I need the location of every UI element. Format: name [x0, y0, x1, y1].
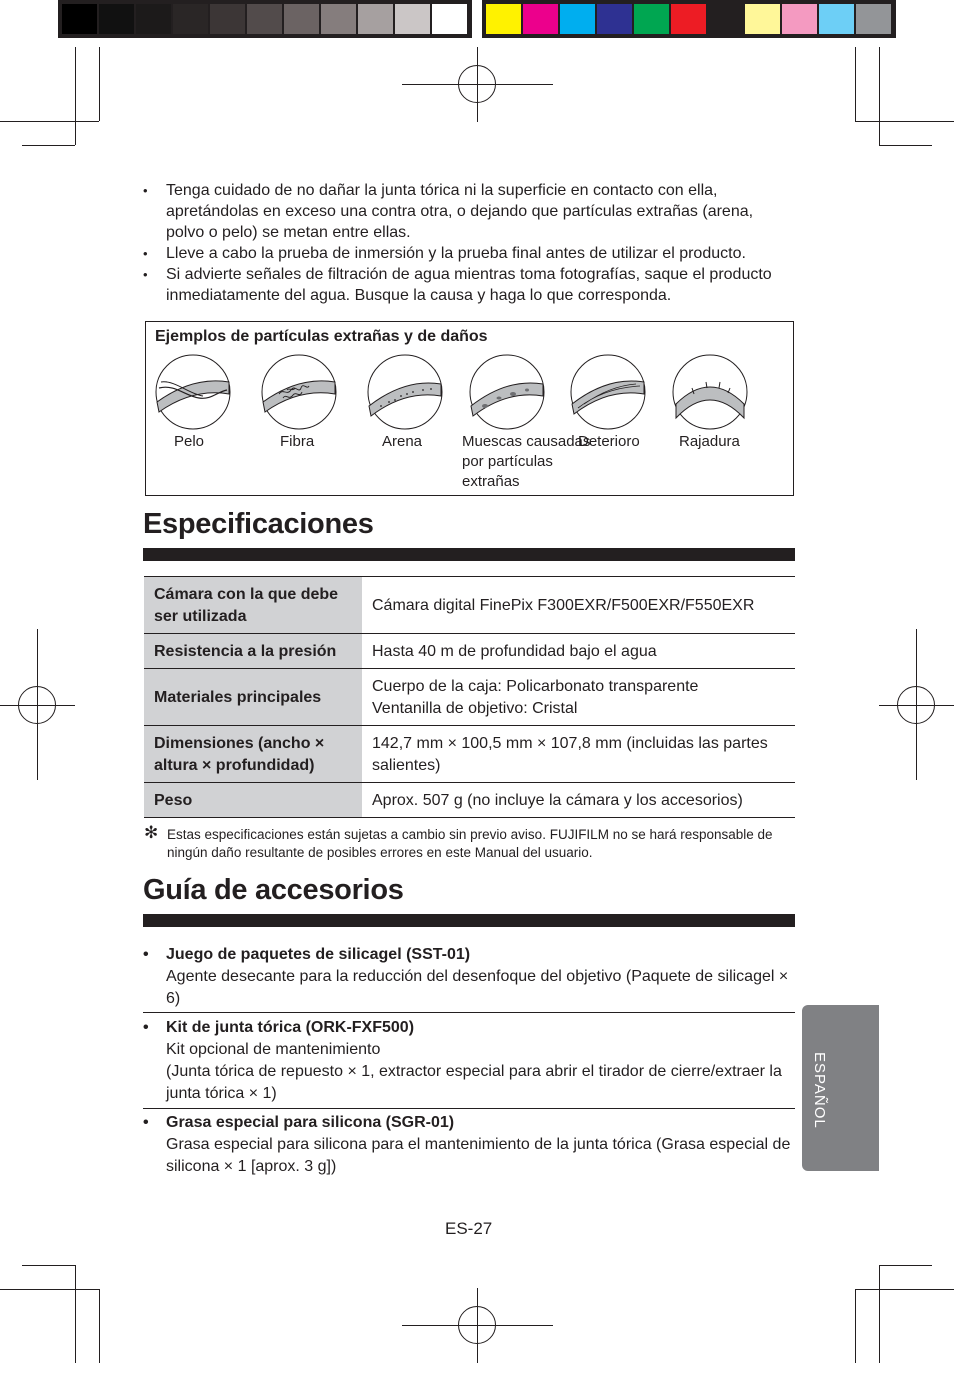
gray-color-bar	[58, 0, 472, 38]
color-swatch	[671, 4, 706, 34]
specs-heading-rule	[143, 548, 795, 561]
spec-value: 142,7 mm × 100,5 mm × 107,8 mm (incluidas las partes salientes)	[372, 734, 768, 774]
gray-swatch	[210, 4, 245, 34]
example-label: Rajadura	[679, 433, 740, 450]
accessory-desc: Kit opcional de mantenimiento	[166, 1041, 381, 1058]
spec-key: Peso	[144, 783, 362, 818]
table-row	[144, 726, 795, 783]
accessory-name: • Grasa especial para silicona (SGR-01)	[143, 1112, 795, 1134]
hair-icon	[155, 354, 231, 430]
color-swatch	[856, 4, 891, 34]
example-label: Muescas causadas por partículas extrañas	[462, 433, 591, 490]
list-item: • Si advierte señales de filtración de agua mientras toma fotografías, saque el producto inmediatamente del agua. Busque la causa y haga lo que corresponda.	[143, 264, 793, 306]
spec-key: Materiales principales	[144, 669, 362, 726]
spec-key: Resistencia a la presión	[144, 634, 362, 669]
gray-swatch	[136, 4, 171, 34]
asterisk-icon: ✻	[144, 823, 159, 842]
table-row	[144, 669, 795, 726]
color-swatch	[597, 4, 632, 34]
spec-value: Cámara digital FinePix F300EXR/F500EXR/F550EXR	[372, 596, 755, 614]
spec-value: Ventanilla de objetivo: Cristal	[372, 699, 578, 717]
examples-title: Ejemplos de partículas extrañas y de daños	[155, 328, 488, 345]
page-number: ES-27	[445, 1219, 493, 1238]
crack-icon	[672, 354, 748, 430]
color-swatch	[486, 4, 521, 34]
example-label: Deterioro	[578, 433, 640, 450]
accessory-desc: Agente desecante para la reducción del desenfoque del objetivo (Paquete de silicagel × 6)	[166, 968, 789, 1007]
notches-icon	[469, 354, 545, 430]
example-label: Arena	[382, 433, 423, 450]
gray-swatch	[321, 4, 356, 34]
care-bullet-list	[143, 180, 793, 306]
accessory-item	[143, 1112, 795, 1178]
spec-value: Cuerpo de la caja: Policarbonato transparente	[372, 677, 699, 695]
spec-key: Dimensiones (ancho × altura × profundidad)	[144, 726, 362, 783]
process-color-bar	[482, 0, 896, 38]
color-swatch	[819, 4, 854, 34]
color-swatch	[782, 4, 817, 34]
gray-swatch	[99, 4, 134, 34]
gray-swatch	[284, 4, 319, 34]
specs-heading: Especificaciones	[143, 508, 374, 540]
example-label: Pelo	[174, 433, 205, 450]
table-row	[144, 577, 795, 634]
specs-table	[144, 576, 795, 818]
color-swatch	[560, 4, 595, 34]
accessory-item	[143, 1017, 795, 1105]
color-swatch	[745, 4, 780, 34]
gray-swatch	[432, 4, 467, 34]
spec-value: Aprox. 507 g (no incluye la cámara y los accesorios)	[372, 791, 743, 809]
color-swatch	[523, 4, 558, 34]
examples-box	[145, 321, 794, 496]
spec-value: Hasta 40 m de profundidad bajo el agua	[372, 642, 657, 660]
color-swatch	[634, 4, 669, 34]
table-row	[144, 634, 795, 669]
accessories-heading-rule	[143, 914, 795, 927]
fiber-icon	[261, 354, 337, 430]
accessory-desc: Grasa especial para silicona para el mantenimiento de la junta tórica (Grasa especial de silicona × 1 [aprox. 3 g])	[166, 1136, 791, 1175]
accessory-name: • Juego de paquetes de silicagel (SST-01)	[143, 944, 795, 966]
gray-swatch	[247, 4, 282, 34]
divider	[143, 1012, 795, 1013]
divider	[143, 1108, 795, 1109]
note-text: Estas especificaciones están sujetas a cambio sin previo aviso. FUJIFILM no se hará responsable de ningún daño resultante de posibles errores en este Manual del usuario.	[167, 827, 773, 860]
accessory-name: • Kit de junta tórica (ORK-FXF500)	[143, 1017, 795, 1039]
spec-key: Cámara con la que debe ser utilizada	[144, 577, 362, 634]
gray-swatch	[358, 4, 393, 34]
list-item: • Lleve a cabo la prueba de inmersión y la prueba final antes de utilizar el producto.	[143, 243, 793, 264]
deterioration-icon	[570, 354, 646, 430]
accessory-desc: (Junta tórica de repuesto × 1, extractor especial para abrir el tirador de cierre/extraer la junta tórica × 1)	[166, 1063, 782, 1102]
example-label: Fibra	[280, 433, 315, 450]
gray-swatch	[395, 4, 430, 34]
gray-swatch	[62, 4, 97, 34]
language-tab-label: ESPAÑOL	[811, 1052, 828, 1129]
list-item: • Tenga cuidado de no dañar la junta tórica ni la superficie en contacto con ella, apretándolas en exceso una contra otra, o dejando que partículas extrañas (arena, polvo o pelo) se metan entre ellas.	[143, 180, 793, 243]
gray-swatch	[173, 4, 208, 34]
accessory-item	[143, 944, 795, 1010]
color-swatch	[708, 4, 743, 34]
specs-note	[144, 823, 794, 862]
table-row	[144, 783, 795, 818]
sand-icon	[367, 354, 443, 430]
accessories-heading: Guía de accesorios	[143, 874, 404, 906]
